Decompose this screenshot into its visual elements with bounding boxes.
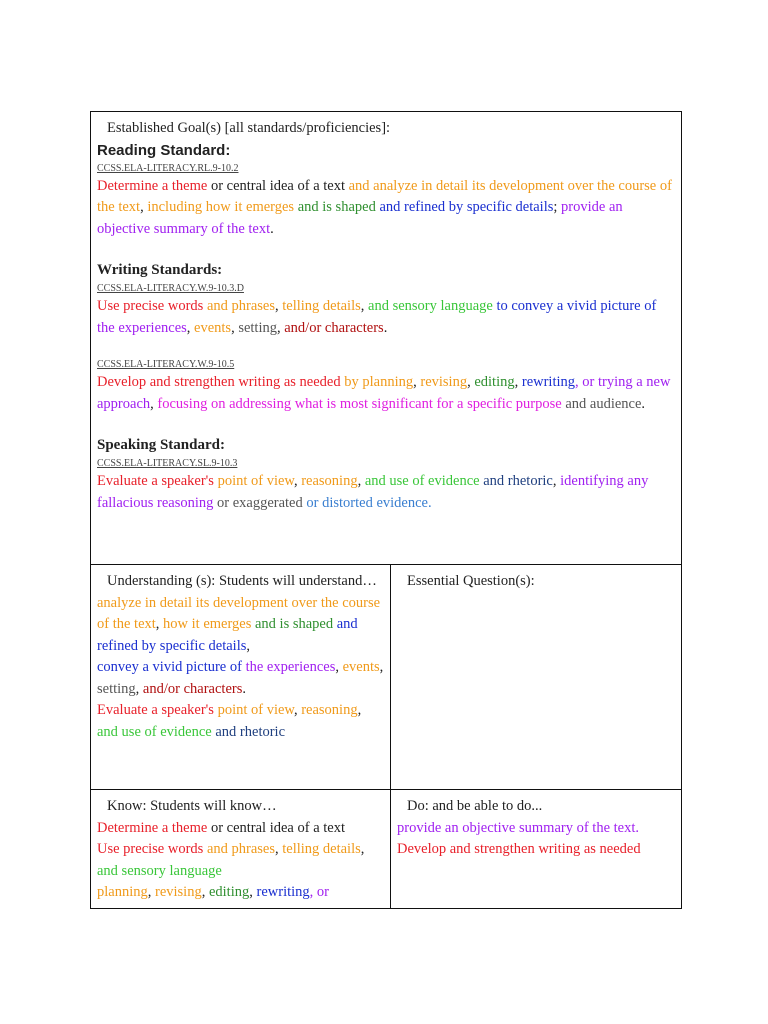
unit-plan-table <box>90 111 682 909</box>
essential-question-intro: Essential Question(s): <box>407 573 535 589</box>
text-segment: revising <box>420 374 468 390</box>
text-segment: , <box>360 298 369 314</box>
understanding-row <box>91 564 681 789</box>
know-line-3 <box>97 882 384 904</box>
text-segment: ; <box>553 199 562 215</box>
text-segment: and is shaped <box>251 616 337 632</box>
know-intro: Know: Students will know… <box>107 798 277 814</box>
text-segment: and phrases <box>203 841 275 857</box>
text-segment: events <box>342 659 380 675</box>
text-segment: the experiences <box>245 659 336 675</box>
reading-standard-heading: Reading Standard: <box>97 141 231 159</box>
text-segment: convey a vivid picture of <box>97 659 246 675</box>
essential-question-cell <box>391 565 681 789</box>
text-segment: revising <box>155 884 202 900</box>
reading-standard-code: CCSS.ELA-LITERACY.RL.9-10.2 <box>97 162 239 174</box>
know-line-1 <box>97 818 384 840</box>
text-segment: focusing on addressing what is most significant for a specific purpose <box>157 395 562 412</box>
text-segment: and use of evidence <box>97 723 212 740</box>
text-segment: and refined by specific details <box>97 616 358 654</box>
text-segment: and/or characters <box>284 319 384 336</box>
text-segment: , <box>140 199 148 215</box>
text-segment: provide an objective summary of the text <box>97 199 623 237</box>
know-line-2 <box>97 839 384 882</box>
know-cell <box>91 790 391 908</box>
writing-standards-heading: Writing Standards: <box>97 262 223 278</box>
understanding-line-2 <box>97 657 384 700</box>
text-segment: editing <box>208 884 250 900</box>
text-segment: and audience <box>561 395 642 412</box>
text-segment: , <box>552 473 561 489</box>
do-line-2 <box>397 839 675 861</box>
text-segment: point of view <box>213 473 294 489</box>
text-segment: Evaluate a speaker's <box>97 473 214 489</box>
do-cell <box>391 790 681 908</box>
text-segment: . <box>270 220 274 237</box>
text-segment: reasoning <box>301 702 358 718</box>
understanding-cell <box>91 565 391 789</box>
speaking-standard-text <box>97 471 675 514</box>
text-segment: , <box>150 395 158 412</box>
speaking-standard-heading: Speaking Standard: <box>97 437 225 453</box>
text-segment: or central idea of a text <box>207 819 345 836</box>
do-line-1 <box>397 818 675 840</box>
text-segment: . <box>242 680 246 697</box>
text-segment: setting <box>238 319 277 336</box>
reading-standard-text <box>97 176 675 241</box>
text-segment: , <box>186 319 195 336</box>
text-segment: , or <box>309 884 329 900</box>
do-intro: Do: and be able to do... <box>407 798 543 814</box>
text-segment: , <box>249 884 257 900</box>
writing-standard-code-1: CCSS.ELA-LITERACY.W.9-10.3.D <box>97 283 244 294</box>
text-segment: , <box>155 616 164 632</box>
text-segment: , <box>293 702 302 718</box>
text-segment: and sensory language <box>97 862 222 879</box>
text-segment: Develop and strengthen writing as needed <box>397 841 641 857</box>
text-segment: , <box>147 884 155 900</box>
goals-intro: Established Goal(s) [all standards/proficiencies]: <box>107 120 391 136</box>
text-segment: , <box>335 659 343 675</box>
text-segment: setting <box>97 680 136 697</box>
text-segment: or central idea of a text <box>207 177 349 194</box>
text-segment: identifying any fallacious reasoning <box>97 473 649 511</box>
text-segment: , or trying a new approach <box>97 374 671 412</box>
speaking-standard-code: CCSS.ELA-LITERACY.SL.9-10.3 <box>97 458 238 469</box>
text-segment: Determine a theme <box>97 819 208 836</box>
text-segment: , <box>514 374 522 390</box>
text-segment: , <box>467 374 475 390</box>
text-segment: , <box>357 702 362 718</box>
text-segment: , <box>360 841 365 857</box>
text-segment: Use precise words <box>97 841 204 857</box>
understanding-intro: Understanding (s): Students will understand… <box>107 573 377 589</box>
text-segment: , <box>274 298 283 314</box>
text-segment: , <box>231 319 239 336</box>
text-segment: rewriting <box>256 884 310 900</box>
text-segment: reasoning <box>301 473 358 489</box>
text-segment: Develop and strengthen writing as needed <box>97 374 341 390</box>
text-segment: and analyze in detail its development over the course of the text <box>97 177 672 215</box>
text-segment: , <box>277 319 285 336</box>
text-segment: telling details <box>282 841 361 857</box>
writing-standard-code-2: CCSS.ELA-LITERACY.W.9-10.5 <box>97 359 235 370</box>
writing-standard-text-2 <box>97 372 675 415</box>
text-segment: planning <box>97 884 148 900</box>
know-do-row <box>91 789 681 908</box>
text-segment: Determine a theme <box>97 177 208 194</box>
text-segment: . <box>641 395 646 412</box>
text-segment: events <box>194 319 232 336</box>
text-segment: including how it emerges <box>147 199 295 215</box>
understanding-line-3 <box>97 700 384 743</box>
text-segment: and refined by specific details <box>379 199 554 215</box>
text-segment: analyze in detail its development over the course of the text <box>97 594 381 632</box>
text-segment: how it emerges <box>163 616 252 632</box>
text-segment: , <box>413 374 421 390</box>
text-segment: . <box>383 319 388 336</box>
text-segment: Evaluate a speaker's <box>97 702 214 718</box>
text-segment: or distorted evidence. <box>306 494 432 511</box>
text-segment: telling details <box>282 298 361 314</box>
understanding-line-1 <box>97 593 384 658</box>
text-segment: , <box>201 884 209 900</box>
text-segment: and rhetoric <box>479 473 553 489</box>
text-segment: , <box>293 473 302 489</box>
text-segment: , <box>246 637 250 654</box>
text-segment: to convey a vivid picture of <box>492 298 657 314</box>
text-segment: provide an objective summary of the text. <box>397 819 639 836</box>
text-segment: and sensory language <box>368 298 493 314</box>
text-segment: and rhetoric <box>211 723 286 740</box>
text-segment: editing <box>474 374 515 390</box>
text-segment: , <box>135 680 143 697</box>
text-segment: and use of evidence <box>364 473 480 489</box>
text-segment: or exaggerated <box>213 494 307 511</box>
text-segment: the experiences <box>97 319 187 336</box>
text-segment: rewriting <box>521 374 576 390</box>
established-goals-cell <box>91 112 681 564</box>
text-segment: by planning <box>340 374 414 390</box>
text-segment: , <box>274 841 283 857</box>
text-segment: Use precise words <box>97 298 204 314</box>
text-segment: , <box>379 659 384 675</box>
writing-standard-text-1 <box>97 296 675 339</box>
text-segment: point of view <box>213 702 294 718</box>
text-segment: and/or characters <box>142 680 243 697</box>
text-segment: , <box>357 473 365 489</box>
text-segment: and phrases <box>203 298 275 314</box>
goals-row <box>91 112 681 564</box>
text-segment: and is shaped <box>294 199 380 215</box>
